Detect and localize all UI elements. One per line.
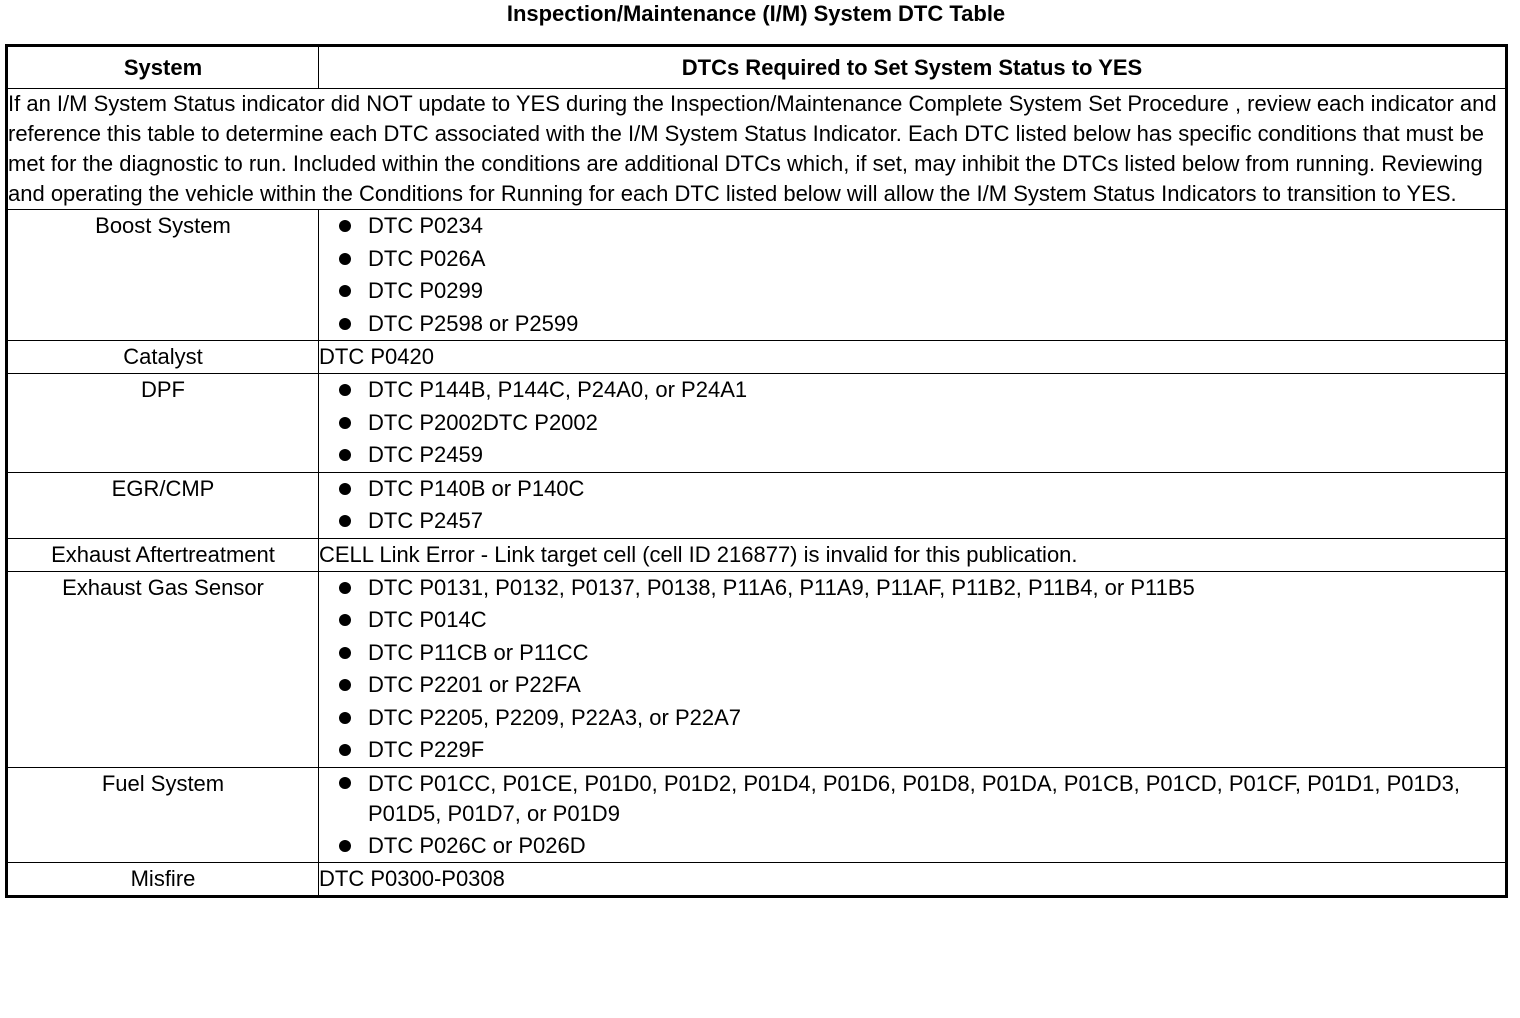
dtc-list xyxy=(319,210,1505,340)
bullet-icon xyxy=(339,582,351,594)
system-name: Catalyst xyxy=(7,341,319,374)
bullet-icon xyxy=(339,647,351,659)
dtc-list xyxy=(319,374,1505,472)
list-item: DTC P0234 xyxy=(319,210,1505,243)
system-name: EGR/CMP xyxy=(7,472,319,538)
system-name: Exhaust Gas Sensor xyxy=(7,571,319,767)
list-item: DTC P144B, P144C, P24A0, or P24A1 xyxy=(319,374,1505,407)
dtc-cell xyxy=(319,374,1507,473)
intro-row xyxy=(7,89,1507,210)
table-row xyxy=(7,374,1507,473)
bullet-icon xyxy=(339,614,351,626)
table-row xyxy=(7,863,1507,897)
bullet-icon xyxy=(339,483,351,495)
list-item: DTC P014C xyxy=(319,604,1505,637)
table-row xyxy=(7,767,1507,863)
dtc-cell xyxy=(319,863,1507,897)
list-item: DTC P026C or P026D xyxy=(319,830,1505,863)
bullet-icon xyxy=(339,679,351,691)
table-title: Inspection/Maintenance (I/M) System DTC Table xyxy=(506,1,1006,26)
bullet-icon xyxy=(339,712,351,724)
dtc-cell xyxy=(319,210,1507,341)
list-item: DTC P2598 or P2599 xyxy=(319,308,1505,341)
list-item: DTC P229F xyxy=(319,734,1505,767)
intro-text: If an I/M System Status indicator did NOT update to YES during the Inspection/Maintenance Complete System Set Procedure , review each indicator and reference this table to determine each DTC associated with the I/M System Status Indicator. Each DTC listed below has specific conditions that must be met for the diagnostic to run. Included within the conditions are additional DTCs which, if set, may inhibit the DTCs listed below from running. Reviewing and operating the vehicle within the Conditions for Running for each DTC listed below will allow the I/M System Status Indicators to transition to YES. xyxy=(7,89,1507,210)
system-name: DPF xyxy=(7,374,319,473)
dtc-text: CELL Link Error - Link target cell (cell ID 216877) is invalid for this publication. xyxy=(319,541,1078,567)
bullet-icon xyxy=(339,449,351,461)
system-name: Misfire xyxy=(7,863,319,897)
list-item: DTC P026A xyxy=(319,243,1505,276)
dtc-cell xyxy=(319,341,1507,374)
list-item: DTC P140B or P140C xyxy=(319,473,1505,506)
bullet-icon xyxy=(339,384,351,396)
bullet-icon xyxy=(339,515,351,527)
table-row xyxy=(7,538,1507,571)
system-name: Fuel System xyxy=(7,767,319,863)
list-item: DTC P2002DTC P2002 xyxy=(319,407,1505,440)
list-item: DTC P0299 xyxy=(319,275,1505,308)
system-name: Exhaust Aftertreatment xyxy=(7,538,319,571)
dtc-table xyxy=(5,44,1508,898)
list-item: DTC P2205, P2209, P22A3, or P22A7 xyxy=(319,702,1505,735)
table-row xyxy=(7,571,1507,767)
dtc-list xyxy=(319,768,1505,863)
dtc-list xyxy=(319,473,1505,538)
system-name: Boost System xyxy=(7,210,319,341)
column-header-system: System xyxy=(7,46,319,89)
bullet-icon xyxy=(339,744,351,756)
table-row xyxy=(7,210,1507,341)
dtc-cell xyxy=(319,767,1507,863)
bullet-icon xyxy=(339,777,351,789)
dtc-text: DTC P0420 xyxy=(319,344,434,369)
dtc-text: DTC P0300-P0308 xyxy=(319,866,505,891)
dtc-cell xyxy=(319,571,1507,767)
column-header-dtcs: DTCs Required to Set System Status to YES xyxy=(319,46,1507,89)
dtc-cell xyxy=(319,472,1507,538)
list-item: DTC P11CB or P11CC xyxy=(319,637,1505,670)
bullet-icon xyxy=(339,318,351,330)
table-row xyxy=(7,341,1507,374)
list-item: DTC P2459 xyxy=(319,439,1505,472)
bullet-icon xyxy=(339,417,351,429)
bullet-icon xyxy=(339,220,351,232)
list-item: DTC P2201 or P22FA xyxy=(319,669,1505,702)
dtc-cell xyxy=(319,538,1507,571)
bullet-icon xyxy=(339,253,351,265)
list-item: DTC P01CC, P01CE, P01D0, P01D2, P01D4, P01D6, P01D8, P01DA, P01CB, P01CD, P01CF, P01D1, P01D3, P01D5, P01D7, or P01D9 xyxy=(319,768,1505,830)
bullet-icon xyxy=(339,285,351,297)
dtc-list xyxy=(319,572,1505,767)
table-row xyxy=(7,472,1507,538)
list-item: DTC P2457 xyxy=(319,505,1505,538)
list-item: DTC P0131, P0132, P0137, P0138, P11A6, P11A9, P11AF, P11B2, P11B4, or P11B5 xyxy=(319,572,1505,605)
header-row xyxy=(7,46,1507,89)
bullet-icon xyxy=(339,840,351,852)
